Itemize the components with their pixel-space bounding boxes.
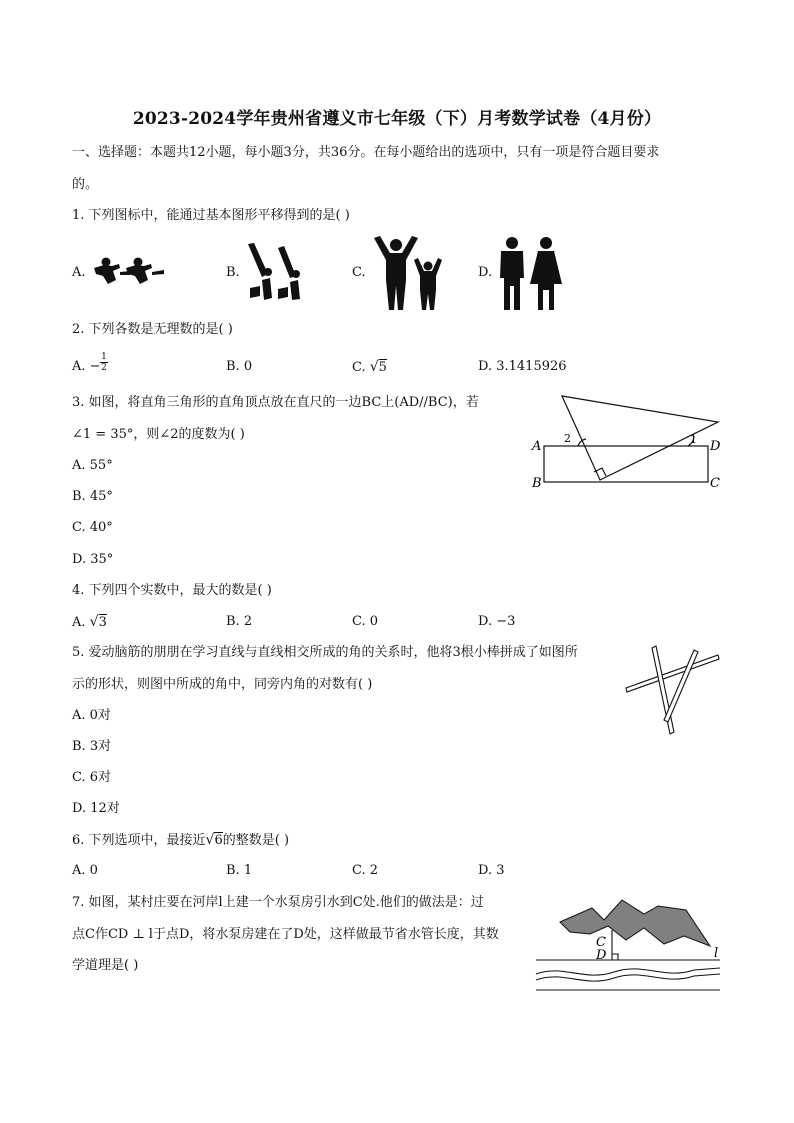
q6-option-d: D. 3 <box>478 863 505 878</box>
q6-option-c: C. 2 <box>352 863 379 878</box>
q7-label-d: D <box>596 948 607 963</box>
q5-option-c: C. 6对 <box>72 770 112 785</box>
q3-option-c: C. 40° <box>72 520 113 535</box>
q5-stick-left <box>652 646 674 734</box>
q2-fraction <box>100 352 108 373</box>
q3-ruler-triangle-figure <box>528 392 728 492</box>
swimmers-icon <box>92 254 166 290</box>
q2-option-a: A. − <box>72 359 101 374</box>
q2-option-d: D. 3.1415926 <box>478 359 567 374</box>
q7-label-c: C <box>596 935 606 950</box>
q3-option-a: A. 55° <box>72 458 113 473</box>
q1-option-d: D. <box>478 265 493 280</box>
q1-option-c: C. <box>352 265 366 280</box>
divers-icon <box>244 242 310 302</box>
q4-radicand: 3 <box>98 615 107 630</box>
q2-radicand: 5 <box>378 360 387 375</box>
q4-option-b: B. 2 <box>226 614 253 629</box>
q7-stem-line1: 7. 如图，某村庄要在河岸l上建一个水泵房引水到C处.他们的做法是：过 <box>72 895 484 910</box>
q3-option-b: B. 45° <box>72 489 113 504</box>
section-instructions-line1: 一、选择题：本题共12小题，每小题3分，共36分。在每小题给出的选项中，只有一项是符合题目要求 <box>72 145 660 160</box>
q3-stem-line2: ∠1 = 35°，则∠2的度数为( ) <box>72 427 245 442</box>
q2-fraction-numerator: 1 <box>101 352 107 362</box>
q6-option-b: B. 1 <box>226 863 253 878</box>
q7-river-wave2 <box>536 974 720 981</box>
q7-stem-line3: 学道理是( ) <box>72 958 139 973</box>
q7-village-area <box>560 900 710 946</box>
q5-option-b: B. 3对 <box>72 739 112 754</box>
q4-stem: 4. 下列四个实数中，最大的数是( ) <box>72 583 272 598</box>
q1-option-b: B. <box>226 265 240 280</box>
q5-three-sticks-figure <box>622 640 722 740</box>
q5-option-d: D. 12对 <box>72 801 120 816</box>
q4-option-a: A. √3 <box>72 614 107 630</box>
q7-river-wave1 <box>536 968 720 975</box>
q7-label-l: l <box>714 946 719 961</box>
q3-label-angle1: 1 <box>690 433 697 446</box>
q2-option-c: C. √5 <box>352 359 387 375</box>
q5-stem-line2: 示的形状，则图中所成的角中，同旁内角的对数有( ) <box>72 677 373 692</box>
q3-ruler <box>544 446 708 482</box>
q2-stem: 2. 下列各数是无理数的是( ) <box>72 322 233 337</box>
q7-right-angle-mark <box>612 954 618 960</box>
q2-fraction-denominator: 2 <box>101 363 107 373</box>
page-title: 2023-2024学年贵州省遵义市七年级（下）月考数学试卷（4月份） <box>132 109 662 129</box>
q3-label-b: B <box>532 476 542 491</box>
q5-stick-horizontal <box>626 655 719 692</box>
q5-option-a: A. 0对 <box>72 708 111 723</box>
q6-stem: 6. 下列选项中，最接近√6的整数是( ) <box>72 832 290 848</box>
q4-option-c: C. 0 <box>352 614 379 629</box>
q2-option-b: B. 0 <box>226 359 253 374</box>
q3-label-d: D <box>710 439 721 454</box>
q4-option-d: D. −3 <box>478 614 516 629</box>
section-instructions-line2: 的。 <box>72 177 99 192</box>
q1-option-a: A. <box>72 265 86 280</box>
q3-label-c: C <box>710 476 720 491</box>
cheering-people-icon <box>372 236 444 312</box>
q3-label-angle2: 2 <box>564 432 571 445</box>
q5-stem-line1: 5. 爱动脑筋的朋朋在学习直线与直线相交所成的角的关系时，他将3根小棒拼成了如图所 <box>72 645 578 660</box>
q7-stem-line2: 点C作CD ⊥ l于点D，将水泵房建在了D处，这样做最节省水管长度，其数 <box>72 927 499 942</box>
q6-radicand: 6 <box>214 833 223 848</box>
q6-option-a: A. 0 <box>72 863 98 878</box>
man-woman-icon <box>498 236 564 312</box>
q3-stem-line1: 3. 如图，将直角三角形的直角顶点放在直尺的一边BC上(AD//BC)，若 <box>72 395 479 410</box>
q1-stem: 1. 下列图标中，能通过基本图形平移得到的是( ) <box>72 208 350 223</box>
q5-stick-right <box>664 650 698 722</box>
q3-option-d: D. 35° <box>72 552 114 567</box>
q7-river-village-figure <box>534 890 724 995</box>
q3-label-a: A <box>532 439 542 454</box>
